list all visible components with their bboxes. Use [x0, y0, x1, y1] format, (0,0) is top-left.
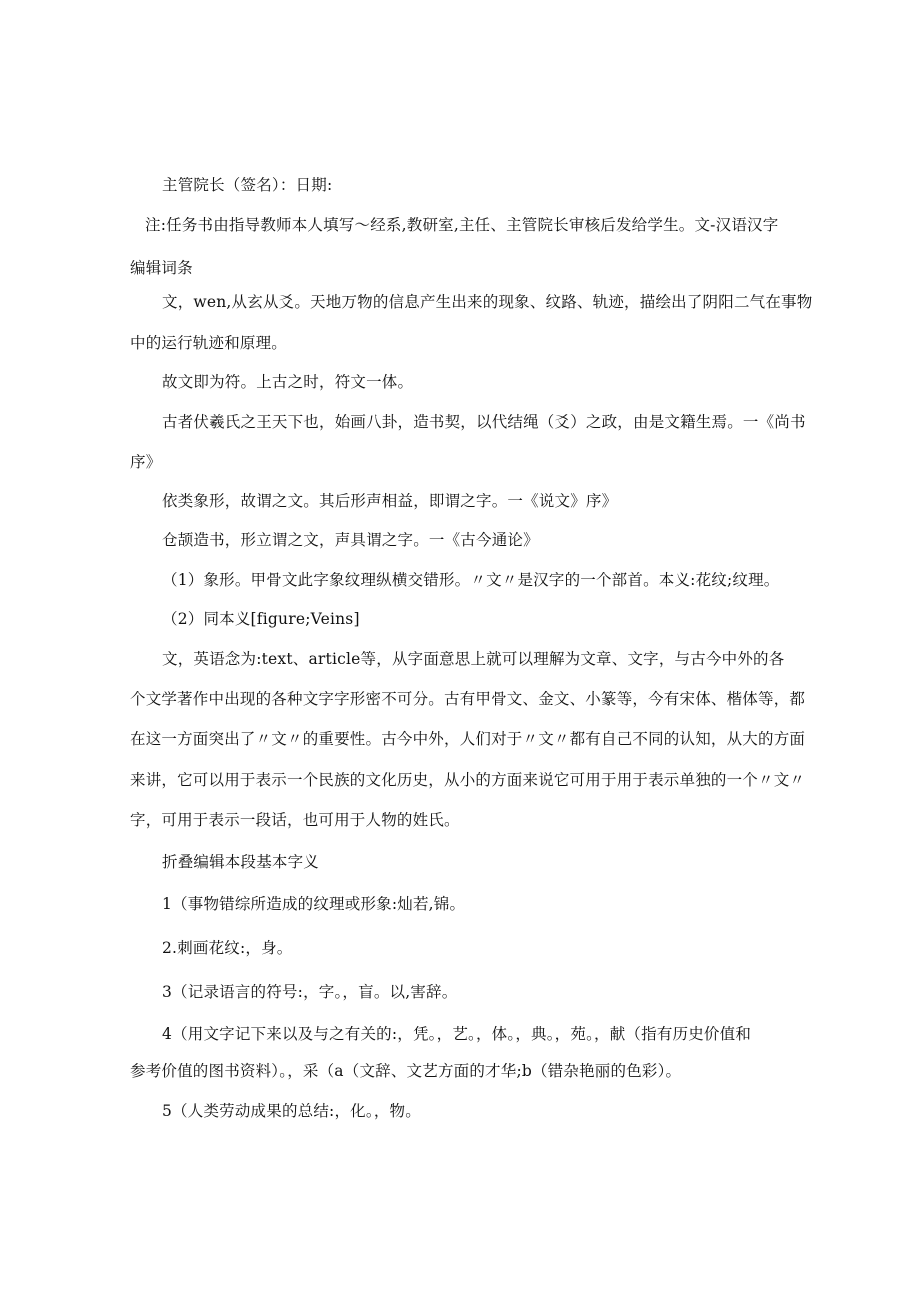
list-item-line: 2.刺画花纹:，身。 — [162, 939, 293, 957]
list-item-line: 5（人类劳动成果的总结:，化。，物。 — [162, 1102, 421, 1120]
note-line: 注:任务书由指导教师本人填写～经系,教研室,主任、主管院长审核后发给学生。文-汉语汉字 — [145, 216, 779, 234]
body-paragraph-line: 古者伏羲氏之王天下也，始画八卦，造书契，以代结绳（爻）之政，由是文籍生焉。一《尚书 — [162, 413, 806, 431]
signature-date-line: 主管院长（签名）：日期: — [162, 176, 333, 194]
list-item-line: 3（记录语言的符号:，字。，盲。以,害辞。 — [162, 983, 458, 1001]
note-line: 编辑词条 — [130, 259, 193, 277]
numbered-definition-line: （2）同本义[figure;Veins] — [162, 610, 360, 628]
list-item-line: 1（事物错综所造成的纹理或形象:灿若,锦。 — [162, 895, 466, 913]
body-paragraph-line: 文，wen,从玄从爻。天地万物的信息产生出来的现象、纹路、轨迹，描绘出了阴阳二气在事物 — [162, 293, 813, 311]
body-paragraph-line: 字，可用于表示一段话，也可用于人物的姓氏。 — [130, 811, 460, 829]
body-paragraph-line: 文，英语念为:text、article等，从字面意思上就可以理解为文章、文字，与古今中外的各 — [162, 650, 785, 668]
list-item-line: 参考价值的图书资料）。，采（a（文辞、文艺方面的才华;b（错杂艳丽的色彩）。 — [130, 1062, 682, 1080]
quote-line: 依类象形，故谓之文。其后形声相益，即谓之字。一《说文》序》 — [162, 492, 618, 510]
numbered-definition-line: （1）象形。甲骨文此字象纹理纵横交错形。〃文〃是汉字的一个部首。本义:花纹;纹理。 — [162, 571, 780, 589]
list-item-line: 4（用文字记下来以及与之有关的:，凭。，艺。，体。，典。，苑。，献（指有历史价值和 — [162, 1025, 752, 1043]
body-paragraph-line: 故文即为符。上古之时，符文一体。 — [162, 373, 414, 391]
body-paragraph-line: 在这一方面突出了〃文〃的重要性。古今中外，人们对于〃文〃都有自己不同的认知，从大的方面 — [130, 730, 806, 748]
body-paragraph-line: 中的运行轨迹和原理。 — [130, 334, 288, 352]
body-paragraph-line: 序》 — [130, 453, 162, 471]
quote-line: 仓颉造书，形立谓之文，声具谓之字。一《古今通论》 — [162, 531, 539, 549]
body-paragraph-line: 个文学著作中出现的各种文字字形密不可分。古有甲骨文、金文、小篆等，今有宋体、楷体等，都 — [130, 690, 806, 708]
section-heading: 折叠编辑本段基本字义 — [162, 853, 320, 871]
body-paragraph-line: 来讲，它可以用于表示一个民族的文化历史，从小的方面来说它可用于用于表示单独的一个〃文〃 — [130, 771, 806, 789]
